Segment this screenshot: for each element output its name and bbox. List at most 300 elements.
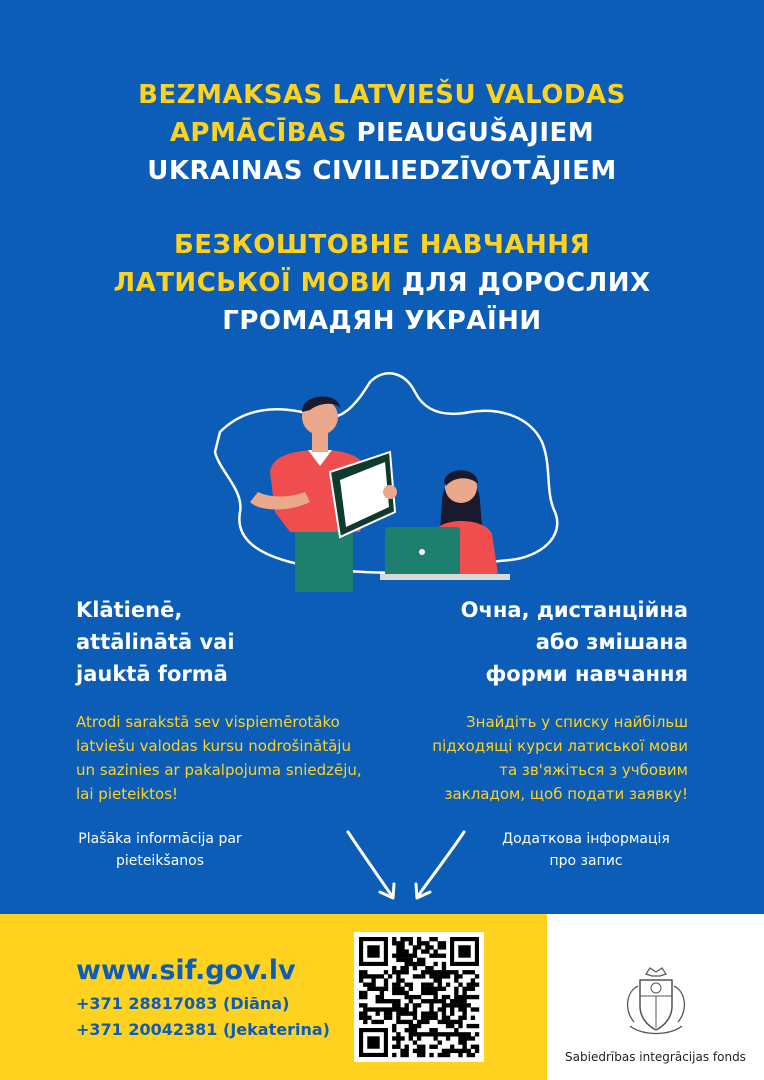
qr-module — [467, 970, 471, 974]
qr-module — [475, 974, 479, 978]
qr-module — [421, 962, 425, 966]
qr-module — [392, 1003, 396, 1007]
qr-module — [405, 937, 409, 941]
qr-module — [421, 983, 425, 987]
qr-module — [417, 941, 421, 945]
qr-module — [417, 1003, 421, 1007]
qr-module — [417, 974, 421, 978]
qr-module — [400, 987, 404, 991]
qr-module — [380, 995, 384, 999]
qr-module — [454, 1049, 458, 1053]
qr-module — [462, 1040, 466, 1044]
man-figure — [250, 396, 397, 592]
qr-module — [433, 1032, 437, 1036]
qr-module — [392, 1036, 396, 1040]
arrows-to-qr-icon — [330, 826, 480, 906]
qr-module — [429, 974, 433, 978]
qr-module — [409, 1024, 413, 1028]
qr-module — [405, 991, 409, 995]
qr-module — [371, 987, 375, 991]
qr-module — [467, 1003, 471, 1007]
headline-lv-line1: BEZMAKSAS LATVIEŠU VALODAS — [138, 80, 626, 110]
qr-finder — [458, 945, 470, 957]
qr-module — [475, 1045, 479, 1049]
qr-module — [425, 966, 429, 970]
headline-lv-rest: PIEAUGUŠAJIEM — [346, 118, 595, 148]
qr-module — [467, 1036, 471, 1040]
qr-module — [413, 974, 417, 978]
qr-module — [454, 1003, 458, 1007]
qr-module — [371, 1007, 375, 1011]
headline-lv-accent: APMĀCĪBAS — [169, 118, 347, 148]
qr-module — [363, 983, 367, 987]
qr-module — [450, 1007, 454, 1011]
qr-module — [363, 1003, 367, 1007]
qr-module — [400, 978, 404, 982]
qr-module — [413, 962, 417, 966]
qr-module — [413, 1040, 417, 1044]
qr-module — [438, 1053, 442, 1057]
qr-module — [392, 983, 396, 987]
qr-module — [438, 1032, 442, 1036]
qr-module — [467, 1053, 471, 1057]
qr-module — [380, 999, 384, 1003]
qr-module — [442, 1020, 446, 1024]
info-lv-line2: pieteikšanos — [115, 853, 205, 869]
qr-module — [446, 974, 450, 978]
qr-module — [376, 1007, 380, 1011]
qr-module — [467, 983, 471, 987]
website-link[interactable]: www.sif.gov.lv — [76, 955, 296, 986]
qr-module — [392, 1028, 396, 1032]
qr-module — [396, 1032, 400, 1036]
mode-ua-line3: форми навчання — [485, 662, 688, 686]
qr-module — [462, 1032, 466, 1036]
qr-module — [442, 962, 446, 966]
qr-finder — [367, 1036, 379, 1048]
qr-module — [396, 1040, 400, 1044]
qr-module — [433, 954, 437, 958]
qr-module — [392, 1045, 396, 1049]
qr-module — [400, 941, 404, 945]
qr-module — [425, 970, 429, 974]
qr-module — [442, 974, 446, 978]
qr-module — [396, 1016, 400, 1020]
qr-module — [363, 995, 367, 999]
qr-module — [396, 945, 400, 949]
qr-module — [429, 1032, 433, 1036]
qr-module — [471, 970, 475, 974]
qr-module — [442, 987, 446, 991]
qr-module — [405, 1045, 409, 1049]
qr-module — [433, 991, 437, 995]
mode-lv-line3: jauktā formā — [76, 662, 228, 686]
qr-module — [421, 1032, 425, 1036]
qr-module — [438, 1020, 442, 1024]
qr-module — [462, 1011, 466, 1015]
qr-module — [359, 1016, 363, 1020]
qr-module — [363, 970, 367, 974]
headline-ua-line1: БЕЗКОШТОВНЕ НАВЧАННЯ — [173, 230, 591, 260]
qr-module — [442, 1053, 446, 1057]
qr-module — [413, 1011, 417, 1015]
qr-module — [388, 974, 392, 978]
qr-module — [409, 1036, 413, 1040]
info-lv-line1: Plašāka informācija par — [78, 831, 242, 847]
qr-module — [376, 995, 380, 999]
qr-module — [429, 1028, 433, 1032]
qr-module — [429, 966, 433, 970]
qr-module — [359, 970, 363, 974]
qr-module — [396, 1003, 400, 1007]
qr-module — [454, 1028, 458, 1032]
qr-module — [446, 1049, 450, 1053]
qr-module — [413, 966, 417, 970]
qr-module — [450, 1049, 454, 1053]
qr-module — [421, 1011, 425, 1015]
qr-module — [475, 1024, 479, 1028]
qr-module — [454, 1032, 458, 1036]
qr-module — [417, 1020, 421, 1024]
qr-module — [471, 1036, 475, 1040]
qr-module — [454, 970, 458, 974]
qr-module — [413, 1016, 417, 1020]
qr-module — [371, 978, 375, 982]
qr-module — [458, 1053, 462, 1057]
qr-module — [392, 999, 396, 1003]
qr-module — [458, 1040, 462, 1044]
qr-module — [392, 954, 396, 958]
qr-module — [363, 1011, 367, 1015]
qr-module — [363, 1016, 367, 1020]
qr-module — [376, 1011, 380, 1015]
qr-module — [450, 1045, 454, 1049]
qr-module — [454, 978, 458, 982]
qr-module — [384, 1011, 388, 1015]
qr-module — [438, 1040, 442, 1044]
qr-module — [405, 962, 409, 966]
qr-module — [413, 1032, 417, 1036]
qr-module — [421, 941, 425, 945]
qr-module — [442, 966, 446, 970]
qr-module — [376, 1020, 380, 1024]
qr-module — [450, 1024, 454, 1028]
qr-module — [429, 1003, 433, 1007]
qr-module — [392, 1024, 396, 1028]
qr-module — [417, 1053, 421, 1057]
qr-module — [425, 987, 429, 991]
qr-module — [400, 966, 404, 970]
qr-module — [429, 1011, 433, 1015]
qr-module — [425, 949, 429, 953]
qr-module — [442, 999, 446, 1003]
qr-module — [471, 995, 475, 999]
qr-module — [367, 987, 371, 991]
qr-module — [405, 966, 409, 970]
qr-module — [396, 1020, 400, 1024]
qr-module — [442, 1049, 446, 1053]
qr-module — [462, 999, 466, 1003]
desc-lv-line2: latviešu valodas kursu nodrošinātāju — [76, 737, 351, 755]
qr-module — [458, 1049, 462, 1053]
qr-module — [405, 1053, 409, 1057]
qr-module — [380, 991, 384, 995]
qr-module — [454, 995, 458, 999]
desc-lv-line3: un sazinies ar pakalpojuma sniedzēju, — [76, 761, 362, 779]
phone-diana[interactable]: +371 28817083 (Diāna) — [76, 994, 290, 1013]
qr-module — [425, 1016, 429, 1020]
qr-module — [384, 999, 388, 1003]
qr-module — [450, 999, 454, 1003]
qr-module — [400, 991, 404, 995]
qr-module — [417, 1032, 421, 1036]
qr-module — [396, 987, 400, 991]
desc-ua-line1: Знайдіть у списку найбільш — [466, 713, 688, 731]
qr-module — [446, 1024, 450, 1028]
study-modes-ukrainian — [461, 594, 688, 690]
qr-module — [405, 995, 409, 999]
qr-module — [438, 945, 442, 949]
qr-module — [433, 974, 437, 978]
qr-module — [413, 995, 417, 999]
qr-module — [446, 1053, 450, 1057]
description-ukrainian — [388, 710, 688, 806]
qr-module — [429, 991, 433, 995]
qr-module — [413, 954, 417, 958]
qr-module — [471, 1053, 475, 1057]
qr-module — [396, 974, 400, 978]
headline-ua-accent: ЛАТИСЬКОЇ МОВИ — [113, 268, 393, 298]
qr-module — [458, 1024, 462, 1028]
qr-module — [405, 983, 409, 987]
qr-module — [417, 1024, 421, 1028]
qr-module — [425, 999, 429, 1003]
qr-module — [471, 978, 475, 982]
qr-module — [471, 1045, 475, 1049]
qr-module — [475, 995, 479, 999]
qr-module — [405, 1007, 409, 1011]
qr-module — [462, 995, 466, 999]
mode-lv-line2: attālinātā vai — [76, 630, 235, 654]
qr-module — [462, 1003, 466, 1007]
qr-module — [429, 1045, 433, 1049]
qr-module — [359, 995, 363, 999]
qr-module — [450, 1032, 454, 1036]
qr-module — [433, 1045, 437, 1049]
qr-module — [425, 1032, 429, 1036]
desc-ua-line3: та зв'яжіться з учбовим — [499, 761, 688, 779]
qr-module — [446, 995, 450, 999]
qr-module — [425, 983, 429, 987]
qr-module — [462, 1007, 466, 1011]
qr-module — [396, 1036, 400, 1040]
qr-module — [429, 954, 433, 958]
qr-module — [417, 958, 421, 962]
qr-module — [454, 991, 458, 995]
desc-lv-line4: lai pieteiktos! — [76, 785, 179, 803]
qr-module — [400, 970, 404, 974]
qr-module — [446, 1016, 450, 1020]
qr-module — [450, 1003, 454, 1007]
qr-module — [458, 999, 462, 1003]
qr-module — [396, 958, 400, 962]
qr-module — [367, 974, 371, 978]
qr-module — [421, 1049, 425, 1053]
qr-code[interactable] — [354, 932, 484, 1062]
headline-ukrainian — [0, 226, 764, 340]
qr-module — [454, 974, 458, 978]
qr-module — [392, 966, 396, 970]
qr-module — [433, 1016, 437, 1020]
illustration-teacher-student — [180, 362, 580, 592]
qr-module — [458, 983, 462, 987]
qr-module — [475, 983, 479, 987]
qr-module — [429, 945, 433, 949]
qr-module — [471, 1007, 475, 1011]
qr-module — [405, 1028, 409, 1032]
qr-module — [454, 1020, 458, 1024]
qr-module — [467, 1049, 471, 1053]
qr-module — [471, 987, 475, 991]
qr-module — [396, 954, 400, 958]
qr-module — [421, 1020, 425, 1024]
qr-module — [400, 1011, 404, 1015]
qr-module — [392, 987, 396, 991]
qr-module — [429, 1053, 433, 1057]
qr-module — [359, 991, 363, 995]
qr-module — [409, 995, 413, 999]
qr-module — [363, 991, 367, 995]
qr-module — [421, 991, 425, 995]
qr-module — [413, 1049, 417, 1053]
qr-module — [409, 1011, 413, 1015]
qr-module — [413, 1024, 417, 1028]
qr-module — [442, 941, 446, 945]
qr-module — [471, 1024, 475, 1028]
qr-module — [462, 987, 466, 991]
qr-module — [458, 1032, 462, 1036]
qr-module — [421, 1016, 425, 1020]
qr-module — [446, 1036, 450, 1040]
qr-module — [380, 974, 384, 978]
qr-module — [388, 1011, 392, 1015]
qr-module — [433, 962, 437, 966]
qr-module — [458, 1003, 462, 1007]
qr-module — [396, 1007, 400, 1011]
qr-module — [442, 1016, 446, 1020]
qr-module — [438, 983, 442, 987]
qr-module — [396, 1045, 400, 1049]
qr-module — [450, 970, 454, 974]
qr-module — [400, 958, 404, 962]
qr-module — [405, 1049, 409, 1053]
qr-module — [475, 1007, 479, 1011]
qr-module — [400, 945, 404, 949]
qr-module — [388, 1016, 392, 1020]
qr-module — [433, 978, 437, 982]
qr-module — [446, 1032, 450, 1036]
qr-module — [376, 999, 380, 1003]
woman-figure — [380, 470, 510, 580]
qr-module — [442, 1003, 446, 1007]
phone-jekaterina[interactable]: +371 20042381 (Jekaterina) — [76, 1020, 330, 1039]
qr-module — [409, 937, 413, 941]
qr-module — [413, 949, 417, 953]
qr-module — [438, 954, 442, 958]
qr-module — [409, 987, 413, 991]
qr-module — [433, 937, 437, 941]
qr-module — [384, 987, 388, 991]
qr-module — [417, 937, 421, 941]
qr-module — [438, 999, 442, 1003]
qr-module — [442, 970, 446, 974]
qr-module — [409, 1028, 413, 1032]
qr-module — [409, 941, 413, 945]
qr-module — [421, 1045, 425, 1049]
info-ua-line2: про запис — [549, 853, 623, 869]
headline-ua-line3: ГРОМАДЯН УКРАЇНИ — [222, 306, 542, 336]
qr-module — [400, 949, 404, 953]
qr-module — [392, 941, 396, 945]
qr-module — [446, 1003, 450, 1007]
qr-module — [396, 1011, 400, 1015]
qr-module — [384, 1007, 388, 1011]
qr-module — [458, 1016, 462, 1020]
qr-module — [433, 987, 437, 991]
qr-module — [359, 1003, 363, 1007]
study-modes-latvian — [76, 594, 235, 690]
headline-lv-line3: UKRAINAS CIVILIEDZĪVOTĀJIEM — [147, 156, 617, 186]
qr-finder — [367, 945, 379, 957]
qr-module — [442, 1032, 446, 1036]
qr-module — [475, 1032, 479, 1036]
qr-module — [475, 1049, 479, 1053]
qr-module — [392, 1007, 396, 1011]
info-ua-line1: Додаткова інформація — [502, 831, 670, 847]
qr-module — [433, 1011, 437, 1015]
qr-module — [458, 995, 462, 999]
qr-module — [458, 974, 462, 978]
qr-module — [442, 1011, 446, 1015]
qr-module — [450, 1020, 454, 1024]
qr-module — [425, 991, 429, 995]
qr-module — [359, 974, 363, 978]
qr-module — [409, 999, 413, 1003]
qr-module — [429, 937, 433, 941]
headline-latvian — [0, 76, 764, 190]
qr-module — [400, 1036, 404, 1040]
desc-ua-line4: закладом, щоб подати заявку! — [444, 785, 688, 803]
qr-module — [462, 970, 466, 974]
qr-module — [409, 1032, 413, 1036]
qr-module — [442, 945, 446, 949]
qr-module — [433, 999, 437, 1003]
qr-module — [363, 974, 367, 978]
qr-module — [367, 983, 371, 987]
qr-module — [454, 987, 458, 991]
qr-module — [458, 1036, 462, 1040]
qr-module — [371, 1020, 375, 1024]
qr-module — [429, 999, 433, 1003]
qr-module — [421, 958, 425, 962]
qr-module — [409, 962, 413, 966]
qr-module — [442, 1007, 446, 1011]
qr-module — [446, 1020, 450, 1024]
qr-module — [462, 991, 466, 995]
qr-module — [384, 1016, 388, 1020]
qr-module — [471, 1016, 475, 1020]
more-info-latvian — [60, 828, 260, 872]
